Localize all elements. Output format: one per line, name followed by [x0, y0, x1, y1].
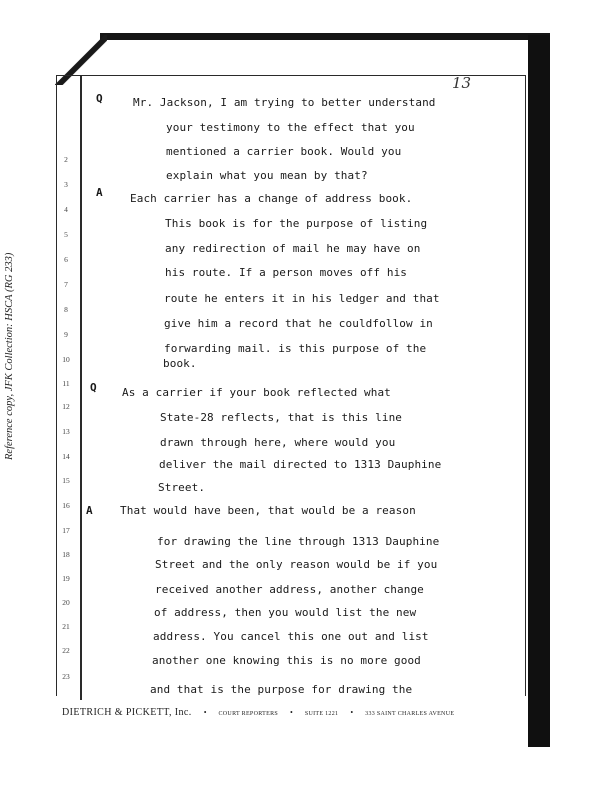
line-number: 19	[62, 574, 70, 583]
line-number: 4	[64, 205, 68, 214]
line-number: 20	[62, 598, 70, 607]
transcript-line: State-28 reflects, that is this line	[160, 411, 403, 424]
line-number: 6	[64, 255, 68, 264]
line-number: 21	[62, 622, 70, 631]
transcript-line: explain what you mean by that?	[166, 169, 368, 182]
transcript-line: of address, then you would list the new	[154, 606, 417, 619]
transcript-line: As a carrier if your book reflected what	[122, 386, 391, 399]
line-number: 9	[64, 330, 68, 339]
transcript-line: any redirection of mail he may have on	[165, 242, 421, 255]
line-number: 16	[62, 501, 70, 510]
page-number: 13	[452, 74, 472, 92]
footer-address: 333 SAINT CHARLES AVENUE	[365, 711, 455, 717]
line-number-rule	[80, 75, 82, 700]
transcript-line: Street and the only reason would be if you	[155, 558, 438, 571]
footer-services: COURT REPORTERS	[218, 711, 279, 717]
line-number: 18	[62, 550, 70, 559]
footer-separator: •	[350, 708, 354, 717]
line-number: 12	[62, 402, 70, 411]
transcript-line: Mr. Jackson, I am trying to better understand	[133, 96, 436, 109]
answer-marker: A	[96, 186, 103, 199]
transcript-line: address. You cancel this one out and list	[153, 630, 429, 643]
line-number: 13	[62, 427, 70, 436]
margin-archive-stamp: Reference copy, JFK Collection: HSCA (RG 233)	[4, 252, 15, 460]
transcript-line: This book is for the purpose of listing	[165, 217, 428, 230]
question-marker: Q	[96, 92, 103, 105]
question-marker: Q	[90, 381, 97, 394]
line-number: 7	[64, 280, 68, 289]
scan-shadow-right	[528, 35, 550, 747]
line-number: 11	[62, 379, 70, 388]
scan-shadow-top	[100, 33, 550, 40]
line-number: 15	[62, 476, 70, 485]
footer-separator: •	[203, 708, 207, 717]
answer-marker: A	[86, 504, 93, 517]
footer-suite: SUITE 1221	[304, 711, 339, 717]
transcript-line: your testimony to the effect that you	[166, 121, 415, 134]
transcript-line: mentioned a carrier book. Would you	[166, 145, 402, 158]
transcript-line: That would have been, that would be a reason	[120, 504, 416, 517]
line-number: 14	[62, 452, 70, 461]
line-number: 3	[64, 180, 68, 189]
line-number: 22	[62, 646, 70, 655]
transcript-line: route he enters it in his ledger and that	[164, 292, 440, 305]
transcript-line: received another address, another change	[155, 583, 424, 596]
transcript-line: give him a record that he couldfollow in	[164, 317, 433, 330]
transcript-line: Each carrier has a change of address book.	[130, 192, 413, 205]
reporter-footer	[62, 702, 454, 720]
footer-firm: DIETRICH & PICKETT, Inc.	[62, 707, 192, 718]
transcript-line: drawn through here, where would you	[160, 436, 396, 449]
transcript-line: Street.	[158, 481, 206, 494]
line-number: 8	[64, 305, 68, 314]
line-number: 5	[64, 230, 68, 239]
transcript-line: book.	[163, 357, 197, 370]
transcript-line: for drawing the line through 1313 Dauphine	[157, 535, 440, 548]
transcript-line: forwarding mail. is this purpose of the	[164, 342, 427, 355]
line-number: 2	[64, 155, 68, 164]
footer-separator: •	[290, 708, 293, 717]
transcript-line: his route. If a person moves off his	[165, 266, 408, 279]
transcript-line: and that is the purpose for drawing the	[150, 683, 413, 696]
line-number: 17	[62, 526, 70, 535]
line-number: 10	[62, 355, 70, 364]
transcript-line: deliver the mail directed to 1313 Dauphine	[159, 458, 442, 471]
transcript-line: another one knowing this is no more good	[152, 654, 421, 667]
line-number: 23	[62, 672, 70, 681]
